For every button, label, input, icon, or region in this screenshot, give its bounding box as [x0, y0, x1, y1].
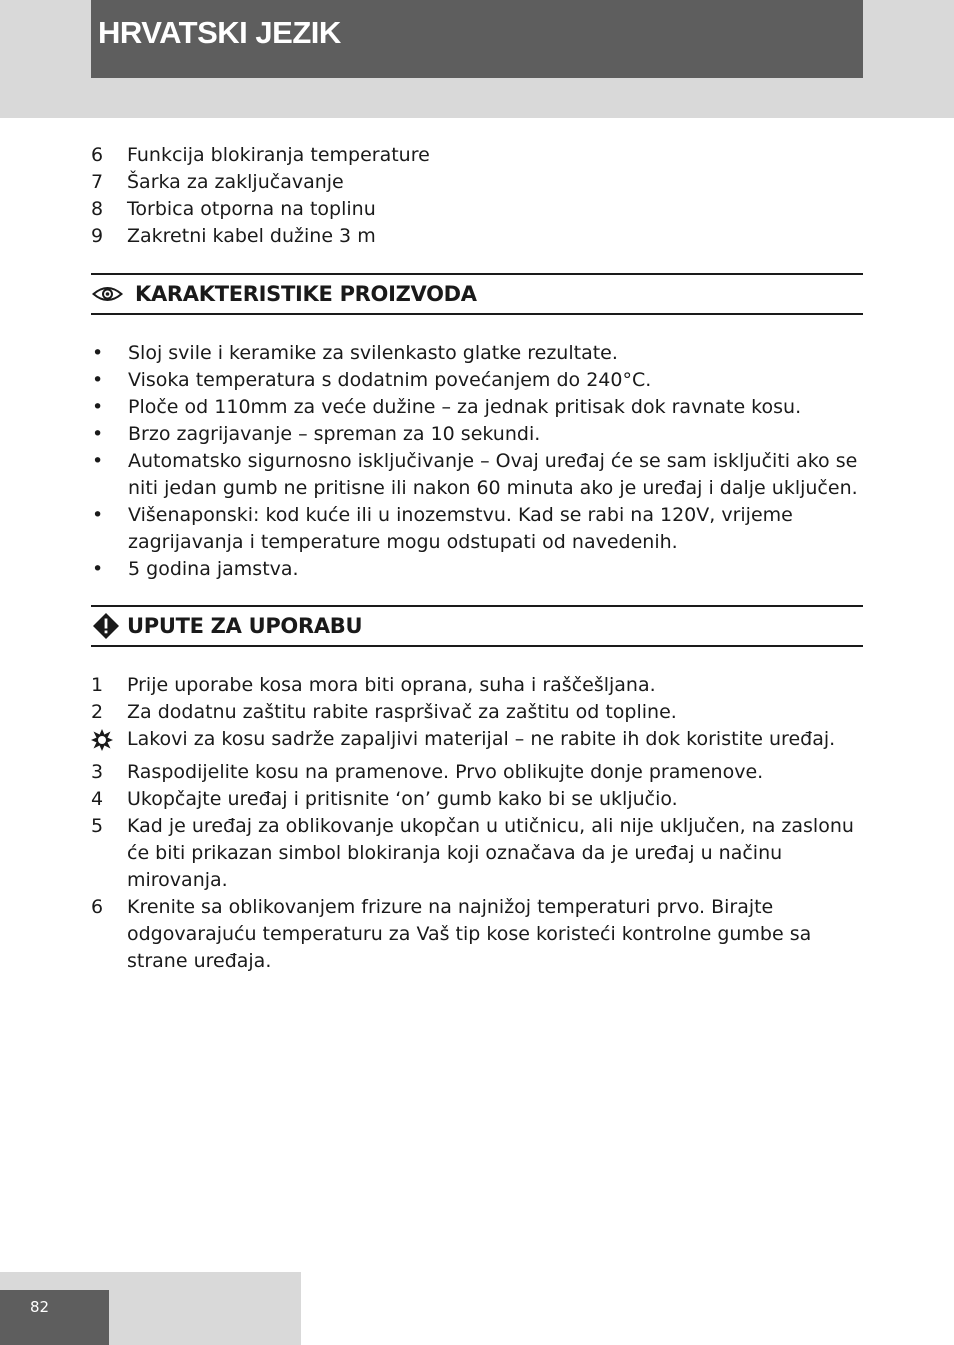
step-number: 1	[91, 674, 104, 696]
parts-list	[91, 142, 863, 250]
feature-text: Višenaponski: kod kuće ili u inozemstvu. Kad se rabi na 120V, vrijeme zagrijavanja i temperature mogu odstupati od navedenih.	[128, 504, 793, 553]
bullet: •	[92, 369, 104, 391]
list-item	[91, 196, 863, 223]
warning-star-icon	[91, 726, 127, 759]
step-item	[91, 759, 863, 786]
bullet: •	[92, 342, 104, 364]
step-item	[91, 699, 863, 726]
features-heading: KARAKTERISTIKE PROIZVODA	[135, 282, 477, 306]
step-number: 2	[91, 701, 104, 723]
step-text: Za dodatnu zaštitu rabite raspršivač za zaštitu od topline.	[127, 701, 677, 723]
step-item	[91, 672, 863, 699]
instructions-list	[91, 672, 863, 975]
step-text: Prije uporabe kosa mora biti oprana, suha i raščešljana.	[127, 674, 656, 696]
bullet: •	[92, 423, 104, 445]
bullet: •	[92, 558, 104, 580]
item-number: 9	[91, 225, 104, 247]
feature-text: 5 godina jamstva.	[128, 558, 299, 580]
step-item	[91, 786, 863, 813]
step-text: Raspodijelite kosu na pramenove. Prvo oblikujte donje pramenove.	[127, 761, 764, 783]
step-number: 5	[91, 815, 104, 837]
item-text: Zakretni kabel dužine 3 m	[127, 225, 376, 247]
feature-item	[91, 367, 863, 394]
page-title: HRVATSKI JEZIK	[98, 15, 341, 50]
bullet: •	[92, 450, 104, 472]
bullet: •	[92, 504, 104, 526]
page-number-box	[0, 1290, 109, 1345]
list-item	[91, 169, 863, 196]
step-text: Kad je uređaj za oblikovanje ukopčan u utičnicu, ali nije uključen, na zaslonu će biti prikazan simbol blokiranja koji označava da je uređaj u načinu mirovanja.	[127, 815, 854, 891]
item-text: Funkcija blokiranja temperature	[127, 144, 430, 166]
feature-text: Ploče od 110mm za veće dužine – za jednak pritisak dok ravnate kosu.	[128, 396, 802, 418]
feature-item	[91, 556, 863, 583]
page-number: 82	[30, 1298, 50, 1316]
feature-item	[91, 340, 863, 367]
item-number: 7	[91, 171, 104, 193]
feature-text: Brzo zagrijavanje – spreman za 10 sekundi.	[128, 423, 541, 445]
feature-text: Sloj svile i keramike za svilenkasto glatke rezultate.	[128, 342, 618, 364]
step-number: 4	[91, 788, 104, 810]
feature-item	[91, 394, 863, 421]
step-text: Ukopčajte uređaj i pritisnite ‘on’ gumb kako bi se uključio.	[127, 788, 678, 810]
step-number: 6	[91, 896, 104, 918]
features-heading-bar	[91, 273, 863, 315]
item-text: Torbica otporna na toplinu	[127, 198, 376, 220]
item-text: Šarka za zaključavanje	[127, 171, 344, 193]
eye-icon	[92, 286, 123, 302]
step-text: Krenite sa oblikovanjem frizure na najnižoj temperaturi prvo. Birajte odgovarajuću temperaturu za Vaš tip kose koristeći kontrolne gumbe sa strane uređaja.	[127, 896, 812, 972]
title-bar	[91, 0, 863, 78]
features-list	[91, 340, 863, 583]
feature-text: Automatsko sigurnosno isključivanje – Ovaj uređaj će se sam isključiti ako se niti jedan gumb ne pritisne ili nakon 60 minuta ako je uređaj i dalje uključen.	[128, 450, 858, 499]
step-number: 3	[91, 761, 104, 783]
step-item	[91, 813, 863, 894]
feature-item	[91, 502, 863, 556]
step-text: Lakovi za kosu sadrže zapaljivi materijal – ne rabite ih dok koristite uređaj.	[127, 728, 836, 750]
feature-item	[91, 448, 863, 502]
step-item	[91, 894, 863, 975]
bullet: •	[92, 396, 104, 418]
item-number: 6	[91, 144, 104, 166]
feature-text: Visoka temperatura s dodatnim povećanjem do 240°C.	[128, 369, 652, 391]
warning-item	[91, 726, 863, 759]
exclamation-icon	[92, 612, 120, 640]
list-item	[91, 142, 863, 169]
item-number: 8	[91, 198, 104, 220]
instructions-heading-bar	[91, 605, 863, 647]
list-item	[91, 223, 863, 250]
page-content	[91, 142, 863, 975]
feature-item	[91, 421, 863, 448]
instructions-heading: UPUTE ZA UPORABU	[127, 614, 363, 638]
